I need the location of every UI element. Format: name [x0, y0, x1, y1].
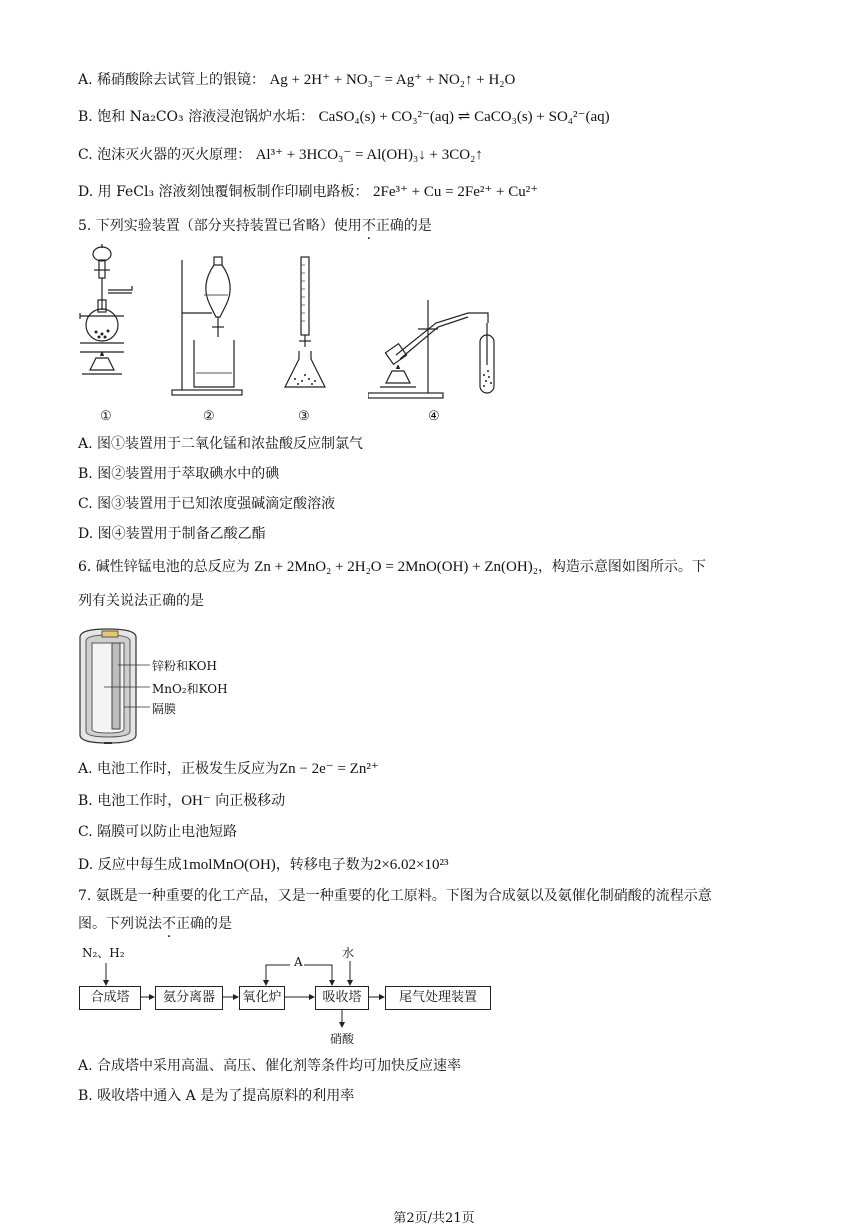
- figure-label-4: ④: [428, 408, 440, 423]
- q4-option-c-equation: Al³⁺ + 3HCO₃⁻ = Al(OH)₃↓ + 3CO₂↑: [255, 147, 483, 163]
- q6-total-reaction: Zn + 2MnO₂ + 2H₂O = 2MnO(OH) + Zn(OH)₂: [254, 559, 538, 575]
- q4-option-a-equation: Ag + 2H⁺ + NO₃⁻ = Ag⁺ + NO₂↑ + H₂O: [269, 72, 516, 88]
- figure-label-1: ①: [100, 408, 112, 423]
- figure-label-2: ②: [203, 408, 215, 423]
- battery-label-zinc: 锌粉和KOH: [152, 659, 217, 673]
- q7-stem-line1: 7. 氨既是一种重要的化工产品，又是一种重要的化工原料。下图为合成氨以及氨催化制硝酸的流程示意: [78, 888, 712, 904]
- q6-option-c: C. 隔膜可以防止电池短路: [78, 824, 238, 840]
- page-footer: 第2页/共21页: [393, 1211, 475, 1226]
- flow-water-label: 水: [342, 946, 355, 960]
- q4-option-b-equation: CaSO₄(s) + CO₃²⁻(aq) ⇌ CaCO₃(s) + SO₄²⁻(aq): [318, 109, 610, 125]
- figure-label-3: ③: [298, 408, 310, 423]
- q4-option-b: B. 饱和 Na₂CO₃ 溶液浸泡锅炉水垢： CaSO₄(s) + CO₃²⁻(aq) ⇌ CaCO₃(s) + SO₄²⁻(aq): [78, 109, 610, 125]
- q6-option-b: B. 电池工作时，OH⁻ 向正极移动: [78, 793, 286, 809]
- q4-option-a: A. 稀硝酸除去试管上的银镜： Ag + 2H⁺ + NO₃⁻ = Ag⁺ + NO₂↑ + H₂O: [78, 72, 516, 88]
- emphasis-dot-text: 不: [162, 916, 176, 932]
- q5-option-b: B. 图②装置用于萃取碘水中的碘: [78, 466, 280, 482]
- flow-a-label: A: [294, 955, 303, 969]
- flow-box-ammonia-separator: 氨分离器: [155, 986, 223, 1010]
- battery-label-mno2: MnO₂和KOH: [152, 682, 228, 696]
- q4-option-c: C. 泡沫灭火器的灭火原理： Al³⁺ + 3HCO₃⁻ = Al(OH)₃↓ + 3CO₂↑: [78, 147, 483, 163]
- q7-option-a: A. 合成塔中采用高温、高压、催化剂等条件均可加快反应速率: [78, 1058, 462, 1074]
- q6-option-a: A. 电池工作时，正极发生反应为Zn − 2e⁻ = Zn²⁺: [78, 761, 379, 777]
- q5-option-d: D. 图④装置用于制备乙酸乙酯: [78, 526, 266, 542]
- q6-stem-line2: 列有关说法正确的是: [78, 593, 204, 609]
- q6-option-d: D. 反应中每生成1molMnO(OH)，转移电子数为2×6.02×10²³: [78, 857, 449, 873]
- apparatus-figure-4: [368, 295, 508, 405]
- emphasis-dot-text: 不: [361, 218, 376, 234]
- q5-option-c: C. 图③装置用于已知浓度强碱滴定酸溶液: [78, 496, 336, 512]
- q5-option-a: A. 图①装置用于二氧化锰和浓盐酸反应制氯气: [78, 436, 364, 452]
- flow-feed-label: N₂、H₂: [82, 946, 125, 960]
- q7-stem-line2: 图。下列说法不正确的是: [78, 916, 232, 932]
- apparatus-figure-3: [280, 255, 330, 400]
- q5-stem: 5. 下列实验装置（部分夹持装置已省略）使用不正确的是: [78, 218, 432, 234]
- apparatus-figure-2: [170, 255, 250, 400]
- flow-box-absorption-tower: 吸收塔: [315, 986, 369, 1010]
- q4-option-d-equation: 2Fe³⁺ + Cu = 2Fe²⁺ + Cu²⁺: [373, 184, 539, 200]
- battery-label-separator: 隔膜: [152, 702, 177, 716]
- flow-box-oxidation-furnace: 氧化炉: [239, 986, 285, 1010]
- flow-box-synthesis-tower: 合成塔: [79, 986, 141, 1010]
- q4-option-d: D. 用 FeCl₃ 溶液刻蚀覆铜板制作印刷电路板： 2Fe³⁺ + Cu = 2Fe²⁺ + Cu²⁺: [78, 184, 539, 200]
- apparatus-figure-1: [72, 240, 142, 400]
- flow-product-label: 硝酸: [330, 1032, 355, 1046]
- q6-stem: 6. 碱性锌锰电池的总反应为 Zn + 2MnO₂ + 2H₂O = 2MnO(OH) + Zn(OH)₂，构造示意图如图所示。下: [78, 559, 706, 575]
- flow-box-tail-gas-treatment: 尾气处理装置: [385, 986, 491, 1010]
- q7-option-b: B. 吸收塔中通入 A 是为了提高原料的利用率: [78, 1088, 355, 1104]
